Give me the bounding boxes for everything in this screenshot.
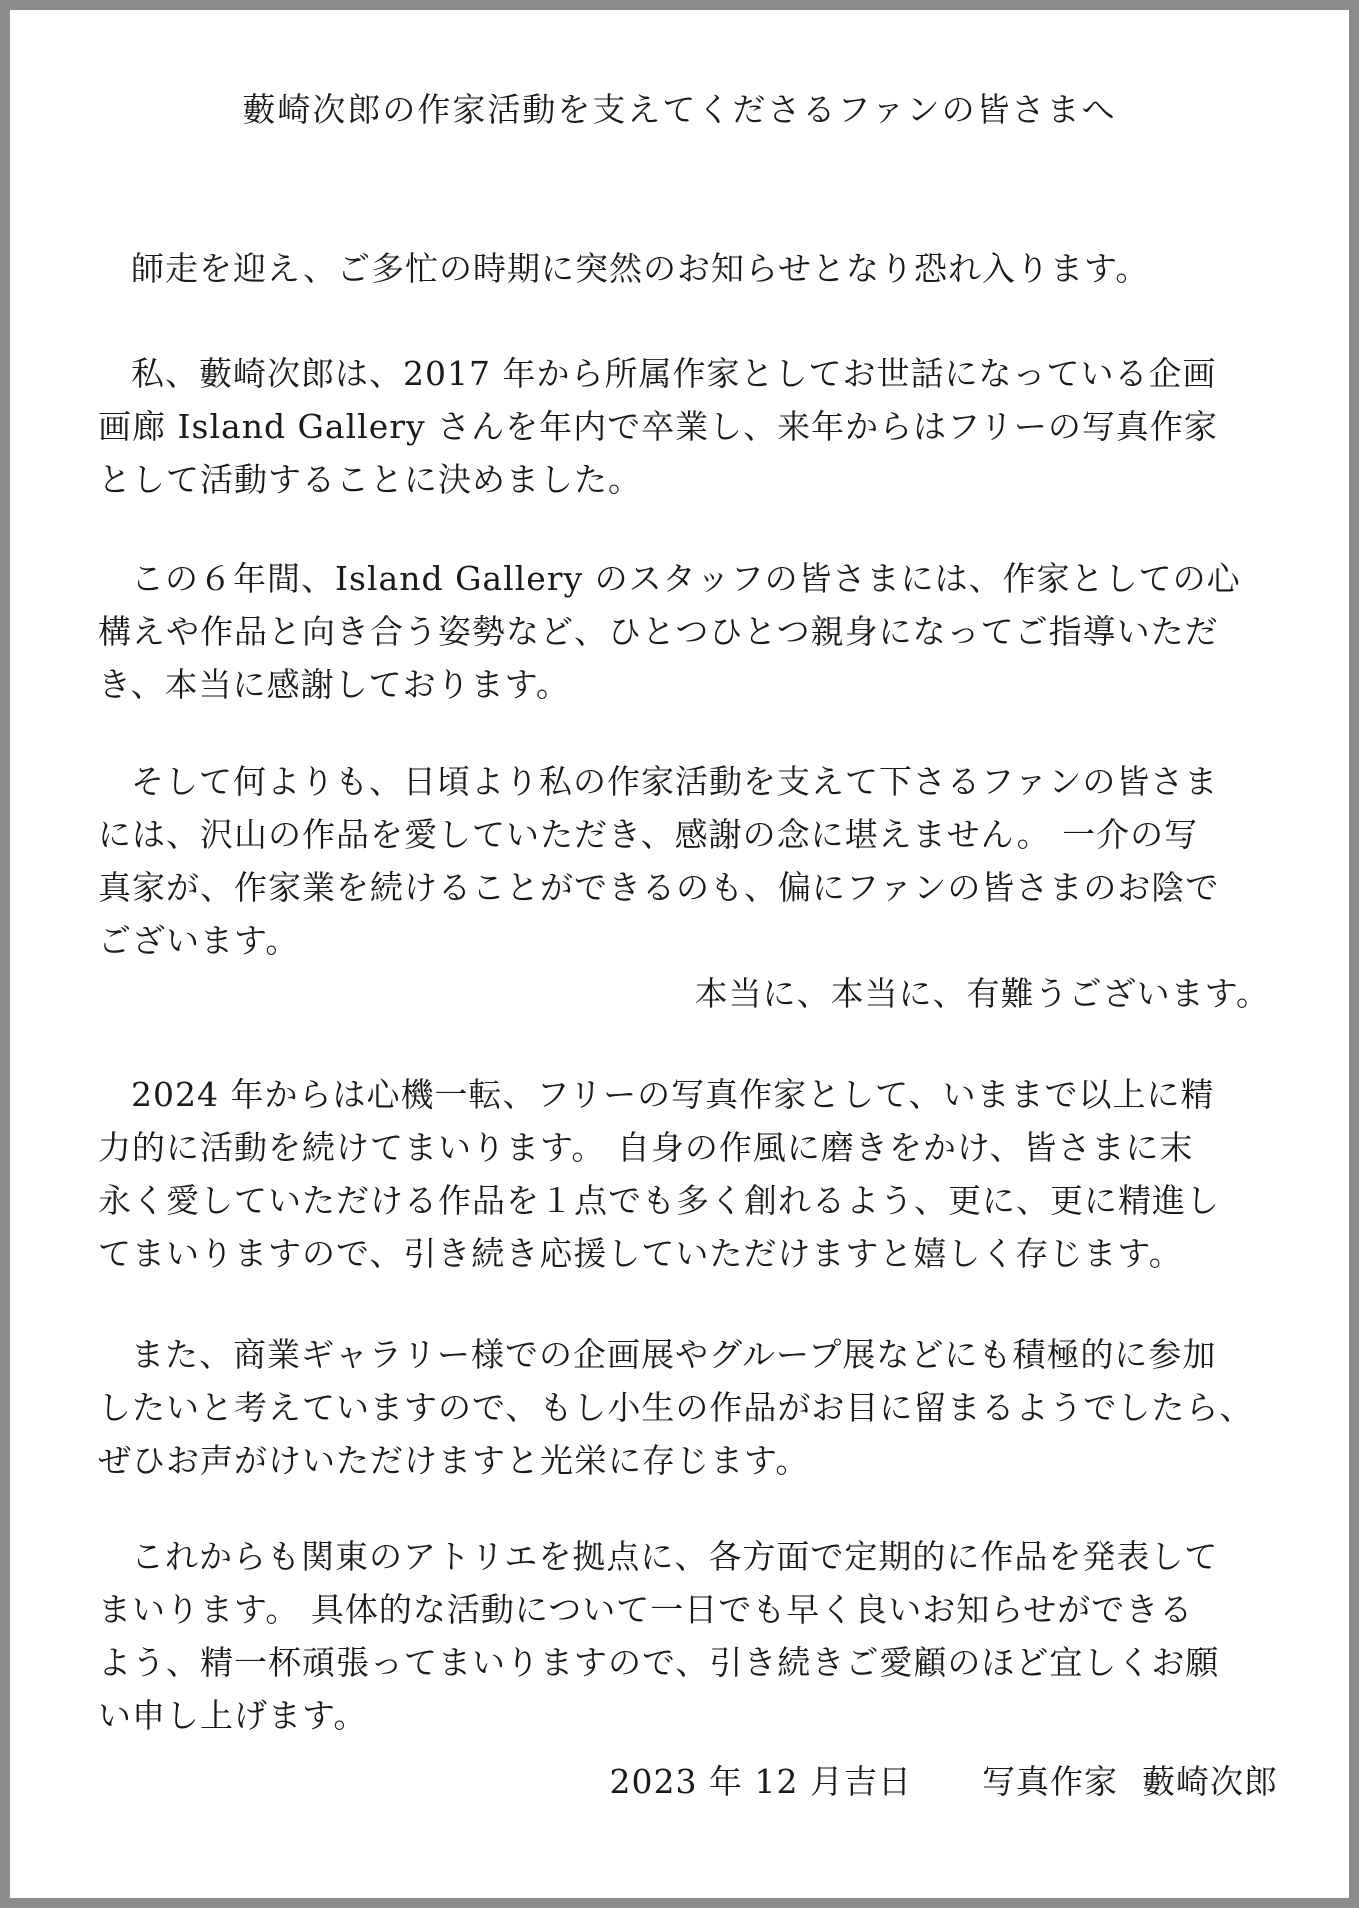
text-line: 真家が、作家業を続けることができるのも、偏にファンの皆さまのお陰で	[98, 868, 1220, 907]
text-line: よう、精一杯頑張ってまいりますので、引き続きご愛顧のほど宜しくお願	[98, 1643, 1220, 1682]
paragraph-greeting	[98, 242, 1278, 295]
signature-role: 写真作家	[982, 1762, 1118, 1801]
text-line: として活動することに決めました。	[98, 460, 642, 499]
text-line: 師走を迎え、ご多忙の時期に突然のお知らせとなり恐れ入ります。	[131, 249, 1150, 288]
letter-page	[10, 10, 1349, 1898]
paragraph-closing	[98, 1530, 1278, 1742]
paragraph-announcement	[98, 347, 1278, 506]
text-line: てまいりますので、引き続き応援していただけますと嬉しく存じます。	[98, 1234, 1183, 1273]
text-line: ございます。	[98, 921, 300, 960]
text-line: これからも関東のアトリエを拠点に、各方面で定期的に作品を発表して	[131, 1537, 1219, 1576]
paragraph-gallery-thanks	[98, 552, 1278, 711]
text-line: い申し上げます。	[98, 1696, 368, 1735]
text-line: 2024 年からは心機一転、フリーの写真作家として、いままで以上に精	[131, 1075, 1215, 1114]
text-line: 構えや作品と向き合う姿勢など、ひとつひとつ親身になってご指導いただ	[98, 612, 1219, 651]
closing-line: 本当に、本当に、有難うございます。	[694, 974, 1270, 1013]
signature-name: 藪崎次郎	[1142, 1762, 1278, 1801]
text-line: には、沢山の作品を愛していただき、感謝の念に堪えません。 一介の写	[98, 815, 1199, 854]
signature-date: 2023 年 12 月吉日	[609, 1762, 912, 1801]
text-line: き、本当に感謝しております。	[98, 665, 571, 704]
paragraph-exhibitions	[98, 1328, 1278, 1487]
letter-title: 藪崎次郎の作家活動を支えてくださるファンの皆さまへ	[242, 90, 1117, 129]
paragraph-future-plans	[98, 1068, 1278, 1280]
text-line: ぜひお声がけいただけますと光栄に存じます。	[98, 1441, 810, 1480]
text-line: そして何よりも、日頃より私の作家活動を支えて下さるファンの皆さま	[131, 762, 1219, 801]
text-line: 私、藪崎次郎は、2017 年から所属作家としてお世話になっている企画	[131, 354, 1217, 393]
text-line: 力的に活動を続けてまいります。 自身の作風に磨きをかけ、皆さまに末	[98, 1128, 1194, 1167]
text-line: 永く愛していただける作品を１点でも多く創れるよう、更に、更に精進し	[98, 1181, 1220, 1220]
signature-block	[98, 1755, 1278, 1808]
text-line: 画廊 Island Gallery さんを年内で卒業し、来年からはフリーの写真作家	[98, 407, 1218, 446]
text-line: この６年間、Island Gallery のスタッフの皆さまには、作家としての心	[131, 559, 1241, 598]
paragraph-fan-thanks	[98, 755, 1278, 1020]
text-line: また、商業ギャラリー様での企画展やグループ展などにも積極的に参加	[131, 1335, 1217, 1374]
text-line: したいと考えていますので、もし小生の作品がお目に留まるようでしたら、	[98, 1388, 1254, 1427]
text-line: まいります。 具体的な活動について一日でも早く良いお知らせができる	[98, 1590, 1194, 1629]
